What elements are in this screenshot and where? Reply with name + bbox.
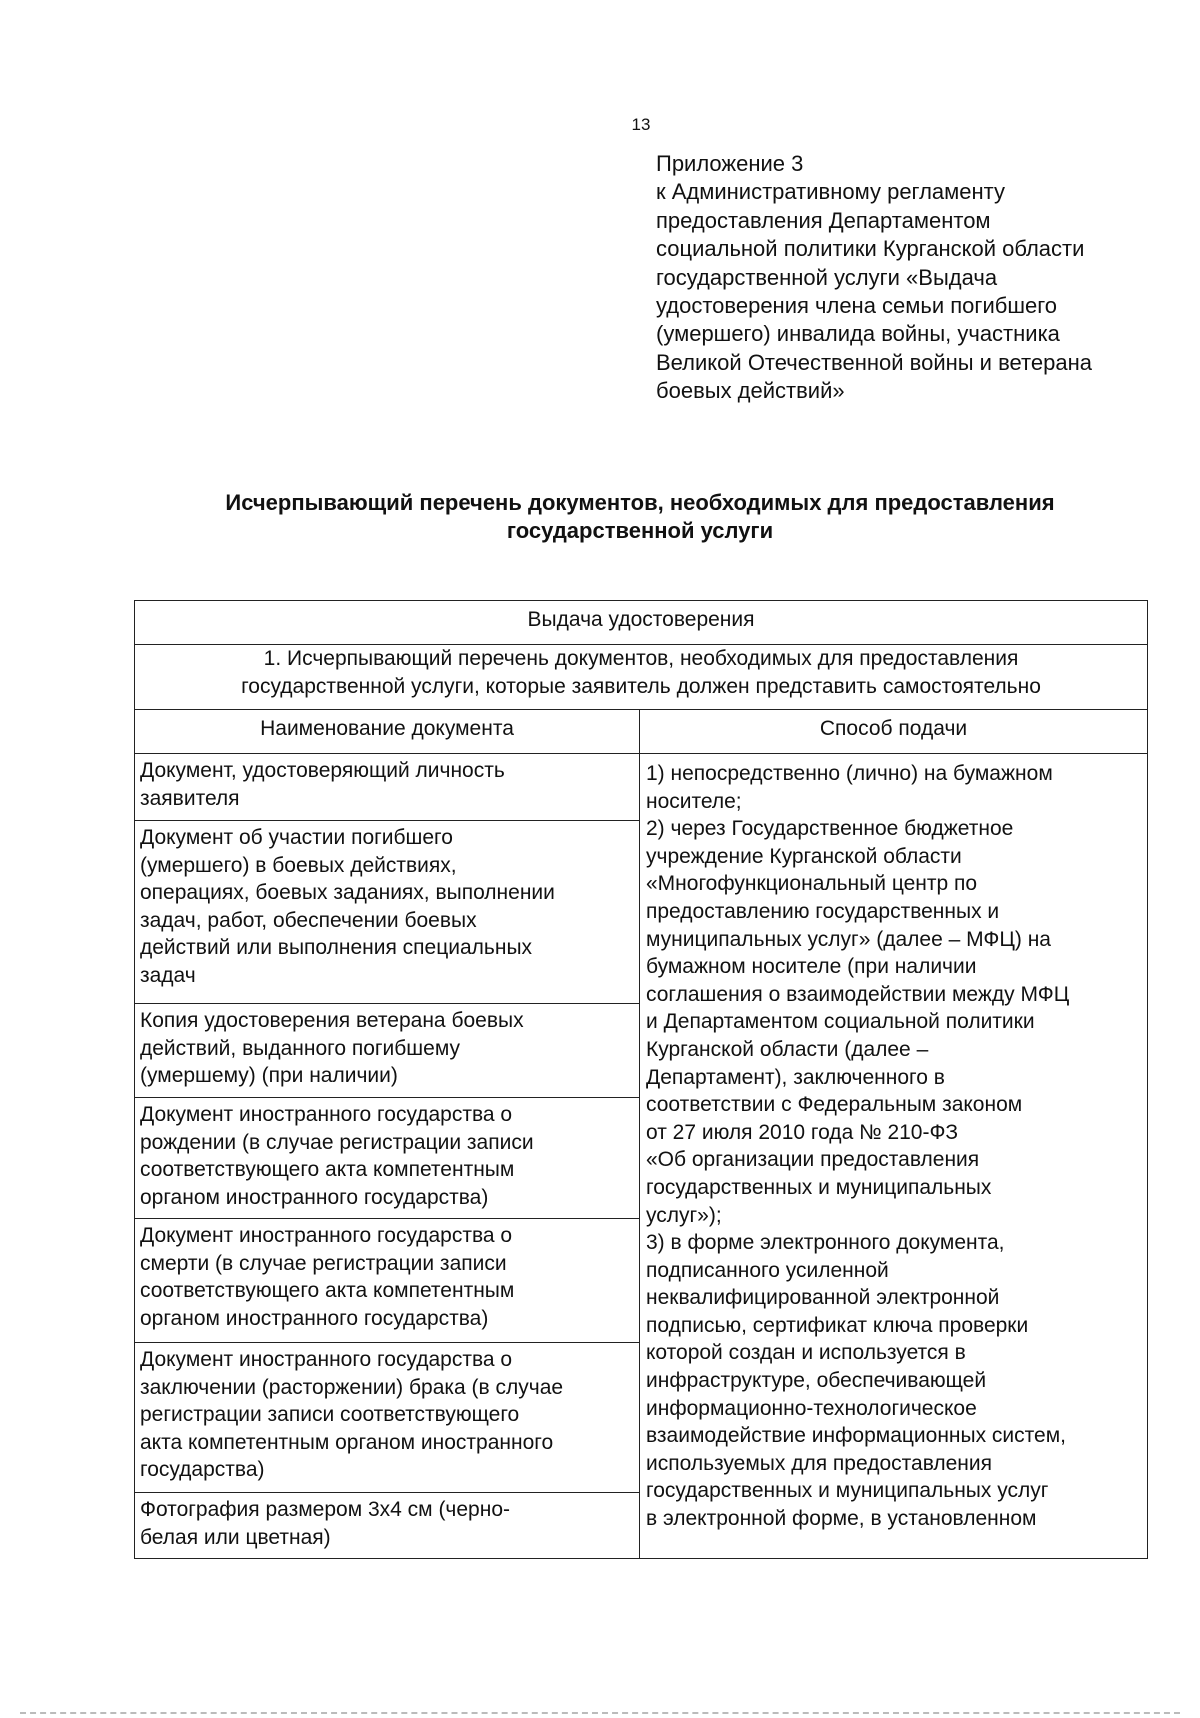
section-title: 1. Исчерпывающий перечень документов, необходимых для предоставления государственной услуги, которые заявитель должен представить самостоятельно xyxy=(135,645,1148,710)
page-number: 13 xyxy=(631,115,651,134)
section-title-row xyxy=(135,645,1148,710)
column-header-row xyxy=(135,710,1148,754)
heading-line-2: государственной услуги xyxy=(506,518,774,543)
document-heading xyxy=(130,489,1150,545)
appendix-note: Приложение 3 к Административному регламенту предоставления Департаментом социальной политики Курганской области государственной услуги «Выдача удостоверения члена семьи погибшего (умершего) инвалида войны, участника Великой Отечественной войны и ветерана боевых действий» xyxy=(656,151,1092,404)
document-cell: Документ иностранного государства о рождении (в случае регистрации записи соответствующего акта компетентным органом иностранного государства) xyxy=(135,1098,640,1219)
document-cell: Документ об участии погибшего (умершего) в боевых действиях, операциях, боевых заданиях, выполнении задач, работ, обеспечении боевых действий или выполнения специальных задач xyxy=(135,821,640,1004)
document-cell: Документ иностранного государства о заключении (расторжении) брака (в случае регистрации записи соответствующего акта компетентным органом иностранного государства) xyxy=(135,1343,640,1493)
document-cell: Фотография размером 3х4 см (черно- белая или цветная) xyxy=(135,1493,640,1559)
column-header-method: Способ подачи xyxy=(640,710,1148,754)
column-header-document: Наименование документа xyxy=(135,710,640,754)
page-bottom-edge xyxy=(20,1712,1180,1714)
document-cell: Документ, удостоверяющий личность заявителя xyxy=(135,754,640,821)
documents-table xyxy=(134,600,1148,1559)
document-cell: Копия удостоверения ветерана боевых действий, выданного погибшему (умершему) (при наличии) xyxy=(135,1004,640,1098)
table-row xyxy=(135,754,1148,821)
table-title: Выдача удостоверения xyxy=(135,601,1148,645)
submission-method-cell: 1) непосредственно (лично) на бумажном носителе; 2) через Государственное бюджетное учреждение Курганской области «Многофункциональный центр по предоставлению государственных и муниципальных услуг» (далее – МФЦ) на бумажном носителе (при наличии соглашения о взаимодействии между МФЦ и Департаментом социальной политики Курганской области (далее – Департамент), заключенного в соответствии с Федеральным законом от 27 июля 2010 года № 210-ФЗ «Об организации предоставления государственных и муниципальных услуг»); 3) в форме электронного документа, подписанного усиленной неквалифицированной электронной подписью, сертификат ключа проверки которой создан и используется в инфраструктуре, обеспечивающей информационно-технологическое взаимодействие информационных систем, используемых для предоставления государственных и муниципальных услуг в электронной форме, в установленном xyxy=(640,754,1148,1559)
document-cell: Документ иностранного государства о смерти (в случае регистрации записи соответствующего акта компетентным органом иностранного государства) xyxy=(135,1219,640,1343)
heading-line-1: Исчерпывающий перечень документов, необходимых для предоставления xyxy=(225,490,1055,515)
table-title-row xyxy=(135,601,1148,645)
